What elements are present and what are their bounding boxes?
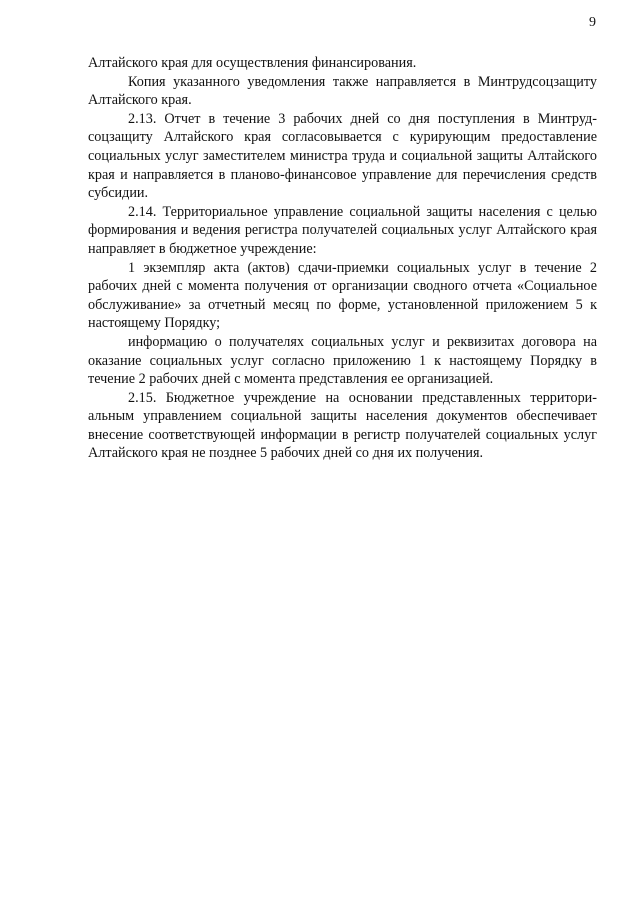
paragraph-3: 2.13. Отчет в течение 3 рабочих дней со дня поступления в Минтрудсоцзащиту Алтайского края согласовывается с курирующим предоставление социальных услуг заместителем министра труда и социальной защиты Алтайского края и направляется в планово-финансовое управление для перечисления средств субсидии.	[88, 110, 597, 202]
page-number: 9	[589, 15, 596, 30]
paragraph-6: информацию о получателях социальных услуг и реквизитах договора на оказание социальных услуг согласно приложению 1 к настоящему Порядку в течение 2 рабочих дней с момента представления ее организацией.	[88, 333, 597, 388]
paragraph-1: Алтайского края для осуществления финансирования.	[88, 55, 417, 71]
paragraph-5: 1 экземпляр акта (актов) сдачи-приемки социальных услуг в течение 2 рабочих дней с момента получения от организации сводного отчета «Социальное обслуживание» за отчетный месяц по форме, установленной приложением 5 к настоящему Порядку;	[88, 259, 597, 332]
paragraph-7: 2.15. Бюджетное учреждение на основании представленных территориальным управлением социальной защиты населения документов обеспечивает внесение соответствующей информации в регистр получателей социальных услуг Алтайского края не позднее 5 рабочих дней со дня их получения.	[88, 389, 597, 462]
paragraph-2: Копия указанного уведомления также направляется в Минтрудсоцзащиту Алтайского края.	[88, 73, 597, 109]
paragraph-4: 2.14. Территориальное управление социальной защиты населения с целью формирования и ведения регистра получателей социальных услуг Алтайского края направляет в бюджетное учреждение:	[88, 203, 597, 257]
document-body	[88, 54, 597, 463]
